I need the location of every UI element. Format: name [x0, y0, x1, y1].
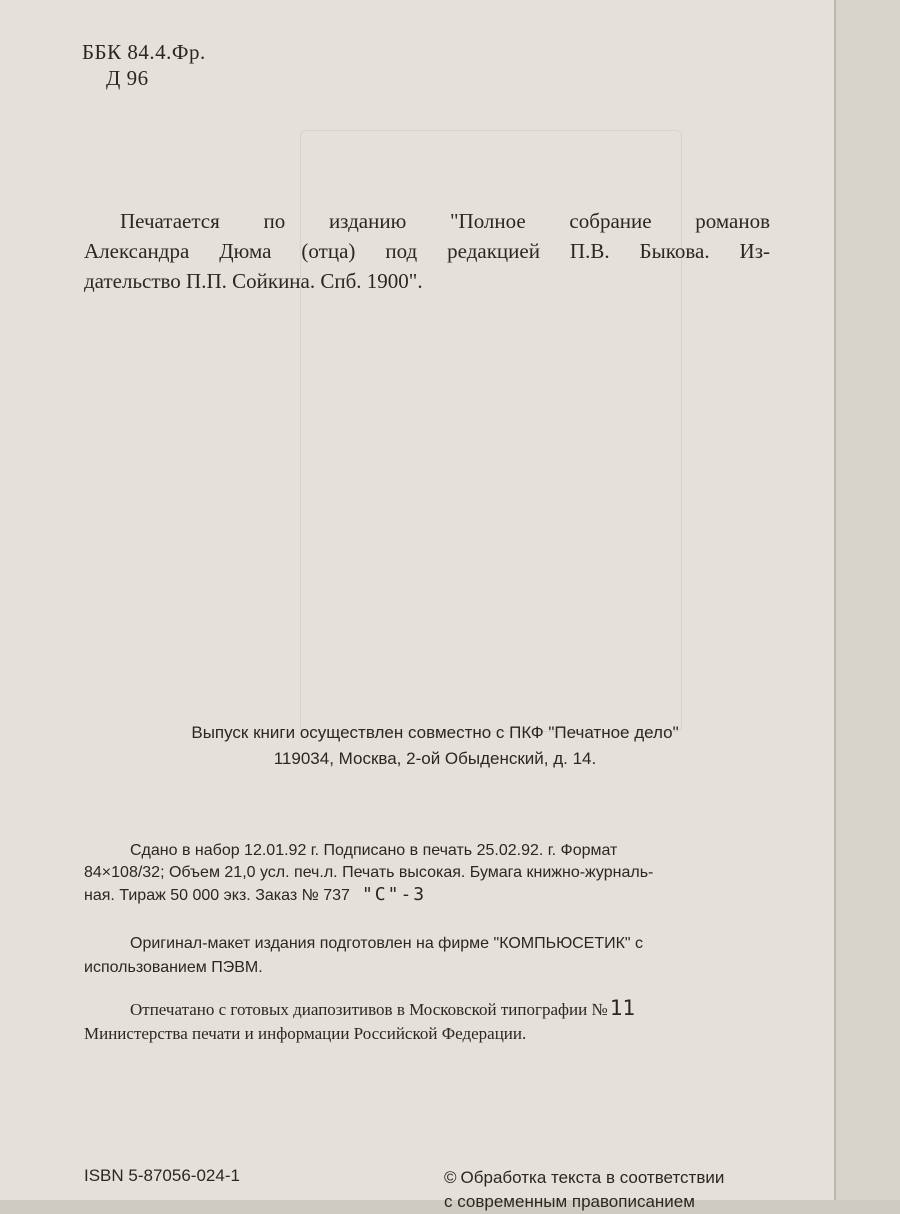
- adjacent-page-edge: [834, 0, 900, 1200]
- copyright-note: [444, 1166, 724, 1214]
- imprint-line: 84×108/32; Объем 21,0 усл. печ.л. Печать высокая. Бумага книжно-журналь-: [84, 864, 654, 881]
- imprint-line-order: [84, 884, 784, 907]
- source-note-line: Александра Дюма (отца) под редакцией П.В. Быкова. Из-: [84, 239, 770, 263]
- bbk-code: ББК 84.4.Фр.: [82, 40, 206, 64]
- layout-note-line: использованием ПЭВМ.: [84, 959, 263, 976]
- source-note-line: Печатается по изданию "Полное собрание романов: [120, 209, 770, 233]
- copyright-line: с современным правописанием: [444, 1192, 695, 1211]
- printing-line: Министерства печати и информации Российской Федерации.: [84, 1024, 527, 1043]
- release-line: Выпуск книги осуществлен совместно с ПКФ "Печатное дело": [191, 723, 679, 742]
- copyright-symbol: ©: [444, 1168, 457, 1187]
- printing-note: [84, 996, 804, 1046]
- source-edition-note: [84, 206, 770, 296]
- typography-number: 11: [609, 996, 635, 1020]
- layout-note: [84, 932, 784, 980]
- copyright-text: Обработка текста в соответствии: [460, 1168, 725, 1187]
- author-mark: Д 96: [106, 66, 149, 90]
- printing-line: [84, 996, 804, 1022]
- release-note: [150, 720, 720, 772]
- copyright-line: [444, 1166, 724, 1190]
- release-address: 119034, Москва, 2-ой Обыденский, д. 14.: [273, 749, 597, 768]
- source-note-line: дательство П.П. Сойкина. Спб. 1900".: [84, 269, 423, 293]
- order-stamp: "С"-3: [361, 884, 427, 905]
- imprint-line-text: ная. Тираж 50 000 экз. Заказ №: [84, 887, 319, 904]
- layout-note-line: Оригинал-макет издания подготовлен на фирме "КОМПЬЮСЕТИК" с: [130, 935, 644, 952]
- printing-line-text: Отпечатано с готовых диапозитивов в Московской типографии №: [130, 1000, 608, 1019]
- order-number: 737: [323, 887, 350, 904]
- isbn: ISBN 5-87056-024-1: [84, 1166, 240, 1185]
- imprint-line: Сдано в набор 12.01.92 г. Подписано в печать 25.02.92. г. Формат: [130, 842, 618, 859]
- imprint-block: [84, 840, 784, 907]
